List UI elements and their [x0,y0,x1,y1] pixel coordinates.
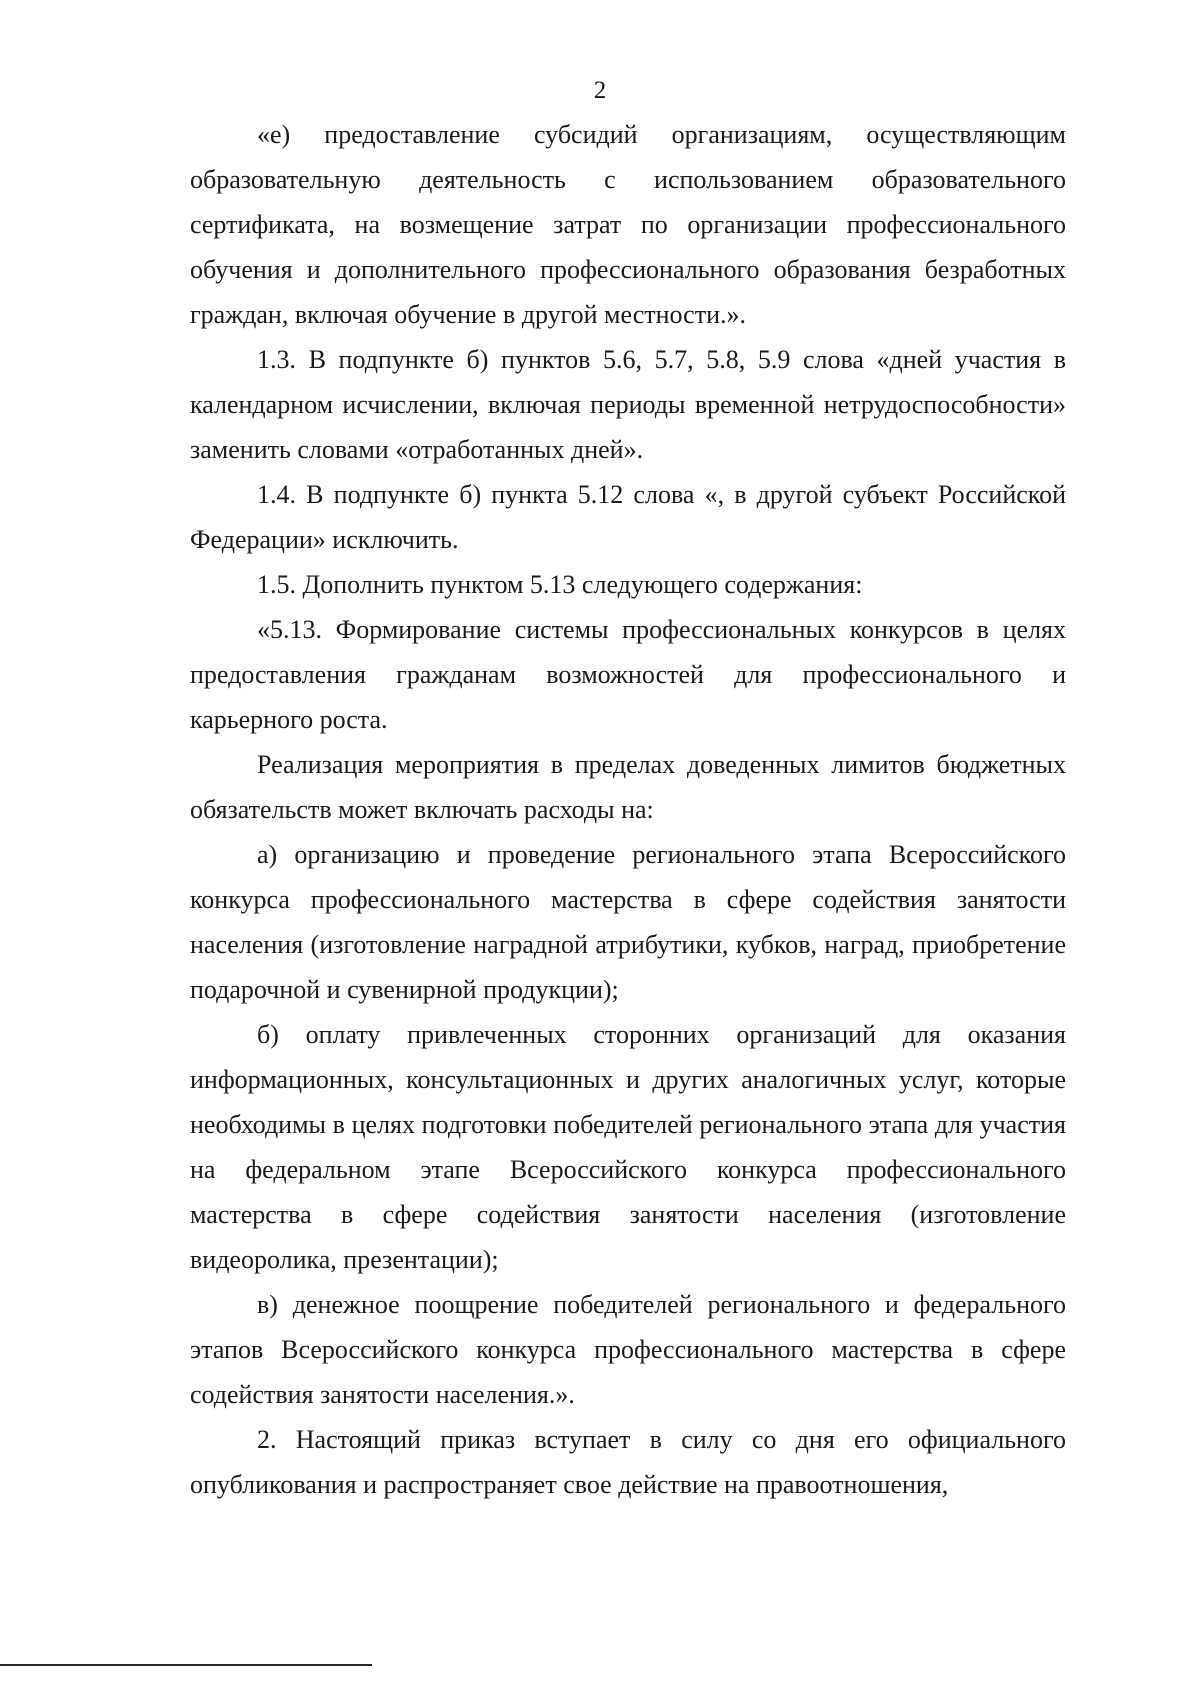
page-number: 2 [593,77,607,104]
paragraph-implementation: Реализация мероприятия в пределах доведенных лимитов бюджетных обязательств может включать расходы на: [190,750,1066,824]
paragraph-item-b: б) оплату привлеченных сторонних организаций для оказания информационных, консультационных и других аналогичных услуг, которые необходимы в целях подготовки победителей регионального этапа для участия на федеральном этапе Всероссийского конкурса профессионального мастерства в сфере содействия занятости населения (изготовление видеоролика, презентации); [190,1020,1066,1274]
paragraph-item-a: а) организацию и проведение регионального этапа Всероссийского конкурса профессионального мастерства в сфере содействия занятости населения (изготовление наградной атрибутики, кубков, наград, приобретение подарочной и сувенирной продукции); [190,840,1066,1004]
document-body [190,112,1066,1507]
paragraph-1-4: 1.4. В подпункте б) пункта 5.12 слова «, в другой субъект Российской Федерации» исключить. [190,480,1066,554]
paragraph-2: 2. Настоящий приказ вступает в силу со дня его официального опубликования и распространяет свое действие на правоотношения, [190,1425,1066,1499]
paragraph-5-13: «5.13. Формирование системы профессиональных конкурсов в целях предоставления гражданам возможностей для профессионального и карьерного роста. [190,615,1066,734]
paragraph-1-3: 1.3. В подпункте б) пунктов 5.6, 5.7, 5.8, 5.9 слова «дней участия в календарном исчислении, включая периоды временной нетрудоспособности» заменить словами «отработанных дней». [190,345,1066,464]
paragraph-item-v: в) денежное поощрение победителей регионального и федерального этапов Всероссийского конкурса профессионального мастерства в сфере содействия занятости населения.». [190,1290,1066,1409]
paragraph-item-e: «е) предоставление субсидий организациям, осуществляющим образовательную деятельность с использованием образовательного сертификата, на возмещение затрат по организации профессионального обучения и дополнительного профессионального образования безработных граждан, включая обучение в другой местности.». [190,120,1066,329]
paragraph-1-5: 1.5. Дополнить пунктом 5.13 следующего содержания: [257,570,863,599]
bottom-rule [0,1664,372,1666]
